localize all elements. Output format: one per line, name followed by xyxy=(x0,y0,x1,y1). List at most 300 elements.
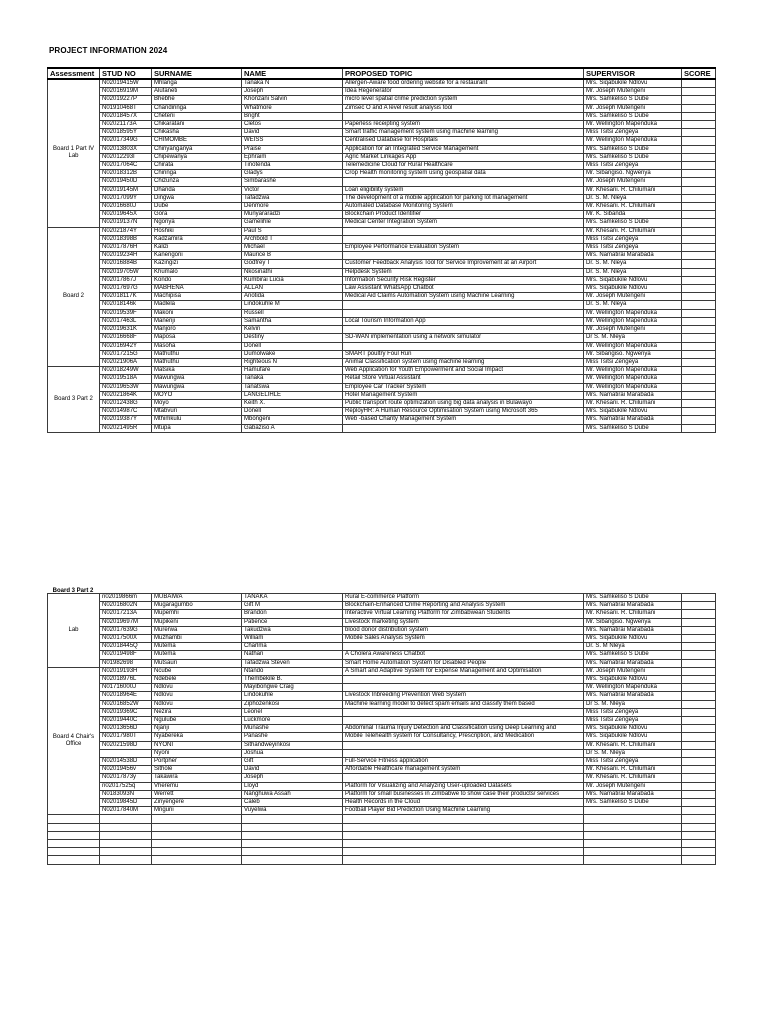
cell-name: Ephraim xyxy=(242,153,343,161)
cell-supervisor: Miss Tsitsi Zengeya xyxy=(584,717,682,725)
project-table-page1 xyxy=(47,67,716,433)
cell-surname: Sithole xyxy=(152,766,242,774)
cell-topic: Loan eligibility system xyxy=(343,186,584,194)
cell-score xyxy=(682,692,716,700)
cell-surname: Chinyanganya xyxy=(152,145,242,153)
cell-name: Gladys xyxy=(242,170,343,178)
cell-topic: Full-Service Fitness application xyxy=(343,758,584,766)
cell-score xyxy=(682,635,716,643)
cell-topic xyxy=(343,676,584,684)
cell-supervisor: Mr. Joseph Mutengeni xyxy=(584,667,682,675)
table-row xyxy=(48,610,716,618)
cell-topic: Automated Database Monitoring System xyxy=(343,203,584,211)
cell-name: David xyxy=(242,766,343,774)
cell-stud-no: N02018146k xyxy=(100,301,152,309)
cell-topic: Public transport route optimization using big data analysis in Bulawayo xyxy=(343,399,584,407)
cell-surname: Mugaragumbo xyxy=(152,602,242,610)
cell-topic xyxy=(343,235,584,243)
cell-stud-no: N02017873y xyxy=(100,774,152,782)
cell-surname: MUBAIWA xyxy=(152,594,242,602)
empty-cell xyxy=(242,856,343,864)
empty-row xyxy=(48,831,716,839)
cell-supervisor: Mr. Khesani. R. Chilumani xyxy=(584,741,682,749)
cell-topic: Affordable Healthcare management system xyxy=(343,766,584,774)
cell-score xyxy=(682,153,716,161)
empty-cell xyxy=(242,831,343,839)
cell-surname: Portpher xyxy=(152,758,242,766)
empty-cell xyxy=(343,815,584,823)
cell-topic: Platform for small businesses in Zimbabwe to show case their products/ services xyxy=(343,790,584,798)
table-row xyxy=(48,317,716,325)
table-row xyxy=(48,219,716,227)
table-row xyxy=(48,602,716,610)
cell-surname: Alufaneti xyxy=(152,88,242,96)
cell-name: Kelvin xyxy=(242,326,343,334)
cell-name: Brandon xyxy=(242,610,343,618)
cell-supervisor: Mr. Khesani. R. Chilumani xyxy=(584,610,682,618)
cell-stud-no: N02013803X xyxy=(100,145,152,153)
cell-score xyxy=(682,194,716,202)
cell-supervisor: Mr. Sibangiso. Ngwenya xyxy=(584,350,682,358)
cell-supervisor: Mrs. Samkeliso S Dube xyxy=(584,594,682,602)
cell-score xyxy=(682,667,716,675)
table-row xyxy=(48,268,716,276)
cell-score xyxy=(682,399,716,407)
cell-supervisor: Mrs. Siqabukile Ndlovu xyxy=(584,408,682,416)
cell-score xyxy=(682,602,716,610)
cell-stud-no: N02016668F xyxy=(100,334,152,342)
empty-cell xyxy=(682,831,716,839)
cell-score xyxy=(682,112,716,120)
cell-topic: Mobile Sales Analysis System xyxy=(343,635,584,643)
cell-surname: Chipewanya xyxy=(152,153,242,161)
cell-name: Samantha xyxy=(242,317,343,325)
cell-topic: Allergen-Aware food ordering website for a restaurant xyxy=(343,79,584,88)
table-row xyxy=(48,424,716,432)
cell-topic: Smart Home Automation System for Disabled People xyxy=(343,659,584,667)
cell-surname: Kondo xyxy=(152,276,242,284)
cell-score xyxy=(682,252,716,260)
cell-score xyxy=(682,96,716,104)
cell-name: Thembekile B. xyxy=(242,676,343,684)
cell-topic: Law Assistant WhatsApp Chatbot xyxy=(343,285,584,293)
cell-supervisor: Mrs. Siqabukile Ndlovu xyxy=(584,676,682,684)
empty-cell xyxy=(584,823,682,831)
cell-name: Donell xyxy=(242,408,343,416)
project-table-page2 xyxy=(47,593,716,865)
cell-supervisor: Mrs. Namatirai Marabada xyxy=(584,602,682,610)
cell-surname: Makoni xyxy=(152,309,242,317)
cell-stud-no: N02016942Y xyxy=(100,342,152,350)
table-body-page1 xyxy=(48,79,716,432)
table-row xyxy=(48,799,716,807)
cell-score xyxy=(682,391,716,399)
cell-name: Gabaziso A xyxy=(242,424,343,432)
cell-supervisor: Mrs. Samkeliso S Dube xyxy=(584,424,682,432)
cell-score xyxy=(682,260,716,268)
cell-topic xyxy=(343,749,584,757)
cell-stud-no: N02017463L xyxy=(100,317,152,325)
cell-name: Patience xyxy=(242,618,343,626)
cell-name: Joseph xyxy=(242,88,343,96)
table-row xyxy=(48,367,716,375)
cell-surname: Nyoni xyxy=(152,749,242,757)
cell-stud-no: N02017064C xyxy=(100,162,152,170)
cell-stud-no: N02019653W xyxy=(100,383,152,391)
cell-name: ALLAN xyxy=(242,285,343,293)
cell-stud-no: N02019415W xyxy=(100,79,152,88)
table-row xyxy=(48,807,716,815)
cell-supervisor: Dr S. M. Nleya xyxy=(584,334,682,342)
cell-stud-no: N02016802N xyxy=(100,602,152,610)
cell-name: Ntando xyxy=(242,667,343,675)
cell-name: Donell xyxy=(242,342,343,350)
cell-stud-no: N02012438G xyxy=(100,399,152,407)
cell-score xyxy=(682,358,716,366)
cell-surname: Ndebele xyxy=(152,676,242,684)
cell-name: Godfrey T xyxy=(242,260,343,268)
cell-supervisor: Dr S. M. Nleya xyxy=(584,700,682,708)
cell-name: Lindokuhle xyxy=(242,692,343,700)
cell-stud-no xyxy=(100,749,152,757)
cell-topic xyxy=(343,252,584,260)
cell-score xyxy=(682,121,716,129)
cell-score xyxy=(682,659,716,667)
cell-surname: Nyabereka xyxy=(152,733,242,741)
cell-stud-no: N02019193H xyxy=(100,667,152,675)
cell-surname: Kalizi xyxy=(152,244,242,252)
table-row xyxy=(48,774,716,782)
cell-topic: micro level spatial crime prediction system xyxy=(343,96,584,104)
cell-score xyxy=(682,618,716,626)
cell-topic: Agric Market Linkages App xyxy=(343,153,584,161)
cell-score xyxy=(682,219,716,227)
cell-stud-no: N02019498F xyxy=(100,651,152,659)
cell-surname: Mawungwa xyxy=(152,375,242,383)
cell-score xyxy=(682,408,716,416)
empty-cell xyxy=(48,848,100,856)
cell-name: Nathan xyxy=(242,651,343,659)
cell-stud-no: N02019369C xyxy=(100,708,152,716)
cell-surname: Vheremu xyxy=(152,782,242,790)
empty-cell xyxy=(682,815,716,823)
cell-topic: Smart traffic management system using machine learning xyxy=(343,129,584,137)
cell-supervisor: Miss Tsitsi Zengeya xyxy=(584,708,682,716)
empty-row xyxy=(48,815,716,823)
table-row xyxy=(48,260,716,268)
empty-row xyxy=(48,823,716,831)
cell-score xyxy=(682,235,716,243)
cell-supervisor: Mrs. Namatirai Marabada xyxy=(584,416,682,424)
cell-stud-no: N02018457X xyxy=(100,112,152,120)
cell-stud-no: N02018976L xyxy=(100,676,152,684)
table-row xyxy=(48,766,716,774)
cell-score xyxy=(682,594,716,602)
header-supervisor: SUPERVISOR xyxy=(584,68,682,79)
cell-name: Luckmore xyxy=(242,717,343,725)
cell-name: Lloyd xyxy=(242,782,343,790)
cell-surname: Masoha xyxy=(152,342,242,350)
cell-name: Khonzani Salvin xyxy=(242,96,343,104)
table-row xyxy=(48,790,716,798)
cell-supervisor: Mr. Wellington Mapenduka xyxy=(584,383,682,391)
cell-surname: Machipisa xyxy=(152,293,242,301)
cell-stud-no: N02017840M xyxy=(100,807,152,815)
empty-cell xyxy=(584,831,682,839)
cell-surname: Mutsauri xyxy=(152,659,242,667)
cell-supervisor: Dr S. M. Nleya xyxy=(584,749,682,757)
cell-stud-no: N02017697G xyxy=(100,285,152,293)
table-row xyxy=(48,235,716,243)
cell-stud-no: N02019234H xyxy=(100,252,152,260)
empty-cell xyxy=(48,823,100,831)
empty-cell xyxy=(152,823,242,831)
cell-score xyxy=(682,700,716,708)
cell-name: David xyxy=(242,129,343,137)
board-label: Board 1 Part IV Lab xyxy=(48,79,100,227)
cell-score xyxy=(682,301,716,309)
empty-cell xyxy=(584,848,682,856)
cell-stud-no: N02019145M xyxy=(100,186,152,194)
table-row xyxy=(48,153,716,161)
cell-surname: Madlela xyxy=(152,301,242,309)
cell-topic: Health Records in the Cloud xyxy=(343,799,584,807)
cell-surname: Mhlanga xyxy=(152,79,242,88)
empty-cell xyxy=(242,823,343,831)
cell-surname: Dube xyxy=(152,203,242,211)
cell-supervisor: Miss Tsitsi Zengeya xyxy=(584,162,682,170)
table-row xyxy=(48,383,716,391)
cell-surname: Hoshiki xyxy=(152,227,242,235)
cell-stud-no: N02017215G xyxy=(100,350,152,358)
cell-name: Cletos xyxy=(242,121,343,129)
empty-cell xyxy=(343,848,584,856)
cell-name: WEISS xyxy=(242,137,343,145)
cell-topic: Idea Regenerator xyxy=(343,88,584,96)
cell-name: Tafadzwa Steven xyxy=(242,659,343,667)
cell-score xyxy=(682,790,716,798)
cell-score xyxy=(682,610,716,618)
cell-supervisor: Miss Tsitsi Zengeya xyxy=(584,758,682,766)
cell-stud-no: N02016852W xyxy=(100,700,152,708)
cell-stud-no: N02019387Y xyxy=(100,416,152,424)
cell-name: Gift xyxy=(242,758,343,766)
cell-stud-no: N02019137N xyxy=(100,219,152,227)
cell-stud-no: N02017500X xyxy=(100,635,152,643)
cell-name: Maurice B xyxy=(242,252,343,260)
table-row xyxy=(48,170,716,178)
cell-stud-no: N02017876H xyxy=(100,244,152,252)
cell-score xyxy=(682,309,716,317)
cell-name: Ziphozenkosi xyxy=(242,700,343,708)
cell-stud-no: N02019705W xyxy=(100,268,152,276)
cell-stud-no: N01910468T xyxy=(100,104,152,112)
cell-surname: Moyo xyxy=(152,399,242,407)
cell-stud-no: N02017980T xyxy=(100,733,152,741)
cell-supervisor: Mrs. Samkeliso S Dube xyxy=(584,651,682,659)
table-row xyxy=(48,708,716,716)
cell-surname: CHIMOMBE xyxy=(152,137,242,145)
cell-topic: Abdominal Trauma Injury Detection and Classification using Deep Learning and xyxy=(343,725,584,733)
table-row xyxy=(48,342,716,350)
cell-name: Joseph xyxy=(242,774,343,782)
table-row xyxy=(48,741,716,749)
cell-stud-no: n02017525q xyxy=(100,782,152,790)
cell-score xyxy=(682,799,716,807)
header-name: NAME xyxy=(242,68,343,79)
cell-score xyxy=(682,162,716,170)
empty-cell xyxy=(100,831,152,839)
cell-surname: MABHENA xyxy=(152,285,242,293)
cell-topic: A Smart and Adaptive System for Expense Management and Optimisation xyxy=(343,667,584,675)
cell-surname: Ngulube xyxy=(152,717,242,725)
cell-name: Joshua xyxy=(242,749,343,757)
cell-surname: Mtabvuri xyxy=(152,408,242,416)
table-row xyxy=(48,667,716,675)
cell-topic: Crop Health monitoring system using geospatial data xyxy=(343,170,584,178)
cell-surname: Matsika xyxy=(152,367,242,375)
cell-topic: The development of a mobile application for parking lot management xyxy=(343,194,584,202)
table-row xyxy=(48,626,716,634)
empty-cell xyxy=(152,840,242,848)
cell-surname: Zinyengere xyxy=(152,799,242,807)
cell-topic: SD-WAN implementation using a network simulator xyxy=(343,334,584,342)
header-proposed-topic: PROPOSED TOPIC xyxy=(343,68,584,79)
table-row xyxy=(48,651,716,659)
cell-supervisor: Dr. S. M Nleya xyxy=(584,643,682,651)
cell-stud-no: N02019518A xyxy=(100,375,152,383)
cell-surname: Muzhambi xyxy=(152,635,242,643)
cell-name: Russell xyxy=(242,309,343,317)
cell-name: Destiny xyxy=(242,334,343,342)
cell-name: Munashe xyxy=(242,725,343,733)
cell-name: Charlma xyxy=(242,643,343,651)
cell-supervisor xyxy=(584,807,682,815)
cell-score xyxy=(682,758,716,766)
cell-supervisor: Mrs. Samkeliso S Dube xyxy=(584,145,682,153)
cell-topic xyxy=(343,301,584,309)
cell-supervisor: Mr. Wellington Mapenduka xyxy=(584,317,682,325)
table-row xyxy=(48,375,716,383)
cell-supervisor: Mrs. Namatirai Marabada xyxy=(584,790,682,798)
cell-surname: Mathuthu xyxy=(152,358,242,366)
cell-score xyxy=(682,416,716,424)
cell-surname: Mupikeni xyxy=(152,618,242,626)
cell-topic xyxy=(343,178,584,186)
table-row xyxy=(48,725,716,733)
cell-score xyxy=(682,170,716,178)
table-row xyxy=(48,276,716,284)
cell-topic: Blockchain Product Identifier xyxy=(343,211,584,219)
cell-topic: Helpdesk System xyxy=(343,268,584,276)
table-row xyxy=(48,145,716,153)
empty-cell xyxy=(48,840,100,848)
cell-stud-no: N02016884B xyxy=(100,260,152,268)
page-title: PROJECT INFORMATION 2024 xyxy=(49,46,168,55)
cell-supervisor: Mrs. Siqabukile Ndlovu xyxy=(584,79,682,88)
cell-topic: Local Tourism Information App xyxy=(343,317,584,325)
cell-topic: ReployHR: A Human Resource Optimisation System using Microsoft 365 xyxy=(343,408,584,416)
table-row xyxy=(48,692,716,700)
cell-supervisor: Mr. Joseph Mutengeni xyxy=(584,88,682,96)
cell-supervisor: Miss Tsitsi Zengeya xyxy=(584,129,682,137)
table-row xyxy=(48,88,716,96)
cell-surname: Nezira xyxy=(152,708,242,716)
cell-score xyxy=(682,88,716,96)
table-row xyxy=(48,334,716,342)
cell-topic: Retail Store Virtual Assistant xyxy=(343,375,584,383)
cell-surname: Chikaratani xyxy=(152,121,242,129)
cell-supervisor: Mr. Wellington Mapenduka xyxy=(584,342,682,350)
cell-surname: Kanengoni xyxy=(152,252,242,260)
cell-name: Bright xyxy=(242,112,343,120)
cell-score xyxy=(682,145,716,153)
cell-topic xyxy=(343,708,584,716)
cell-stud-no: N02017867J xyxy=(100,276,152,284)
cell-supervisor: Mr. Joseph Mutengeni xyxy=(584,104,682,112)
cell-stud-no: N02018398B xyxy=(100,235,152,243)
cell-name: Mbongeni xyxy=(242,416,343,424)
board-label: Lab xyxy=(48,594,100,668)
cell-stud-no: N02017349G xyxy=(100,137,152,145)
cell-score xyxy=(682,676,716,684)
cell-topic: Machine learning model to detect spam emails and classify them based xyxy=(343,700,584,708)
cell-surname: Chizunza xyxy=(152,178,242,186)
cell-surname: Werrett xyxy=(152,790,242,798)
table-body-page2 xyxy=(48,594,716,865)
cell-surname: Mtupa xyxy=(152,424,242,432)
table-row xyxy=(48,733,716,741)
cell-surname: Kazingizi xyxy=(152,260,242,268)
cell-topic: SMART poultry Foul Run xyxy=(343,350,584,358)
cell-surname: Mathuthu xyxy=(152,350,242,358)
cell-score xyxy=(682,807,716,815)
empty-cell xyxy=(48,856,100,864)
cell-stud-no: N02019539F xyxy=(100,309,152,317)
cell-surname: Chikasha xyxy=(152,129,242,137)
cell-surname: Chiringa xyxy=(152,170,242,178)
cell-topic: Medical Center Integration System xyxy=(343,219,584,227)
cell-surname: Takawira xyxy=(152,774,242,782)
cell-surname: Cheteni xyxy=(152,112,242,120)
cell-supervisor: Mrs. Samkeliso S Dube xyxy=(584,112,682,120)
empty-cell xyxy=(343,840,584,848)
cell-name: Anotida xyxy=(242,293,343,301)
cell-surname: Bhebhe xyxy=(152,96,242,104)
cell-topic: A Cholera Awareness Chatbot xyxy=(343,651,584,659)
cell-supervisor: Mr. Wellington Mapenduka xyxy=(584,375,682,383)
cell-supervisor: Mr. Wellington Mapenduka xyxy=(584,309,682,317)
cell-supervisor: Mrs. Namatirai Marabada xyxy=(584,391,682,399)
cell-surname: Dingwa xyxy=(152,194,242,202)
table-row xyxy=(48,301,716,309)
cell-name: Whatmore xyxy=(242,104,343,112)
table-row xyxy=(48,717,716,725)
cell-score xyxy=(682,708,716,716)
cell-stud-no: N01982698 xyxy=(100,659,152,667)
cell-score xyxy=(682,741,716,749)
cell-score xyxy=(682,626,716,634)
cell-stud-no: N02016680J xyxy=(100,203,152,211)
cell-topic xyxy=(343,717,584,725)
cell-name: Tanatswa xyxy=(242,383,343,391)
cell-supervisor: Miss Tsitsi Zengeya xyxy=(584,235,682,243)
cell-name: Tafadzwa xyxy=(242,194,343,202)
cell-surname: Mnguni xyxy=(152,807,242,815)
cell-name: Hamufare xyxy=(242,367,343,375)
cell-supervisor: Mrs. Siqabukile Ndlovu xyxy=(584,285,682,293)
empty-cell xyxy=(343,831,584,839)
